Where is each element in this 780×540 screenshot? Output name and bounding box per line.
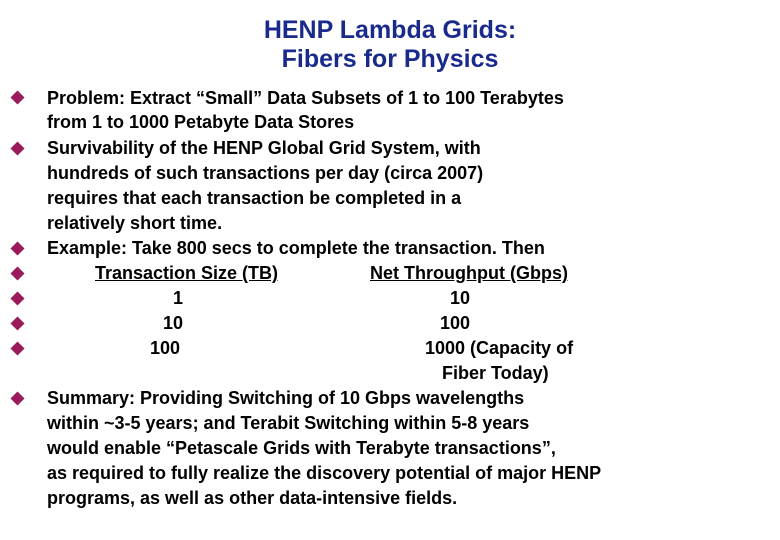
problem-line-2: from 1 to 1000 Petabyte Data Stores bbox=[47, 112, 355, 132]
summary-line-5: programs, as well as other data-intensive fields. bbox=[47, 488, 458, 508]
table-cell-throughput: 10 bbox=[450, 288, 471, 308]
diamond-bullet-icon bbox=[10, 241, 25, 256]
table-header-net-throughput: Net Throughput (Gbps) bbox=[370, 263, 568, 283]
table-cell-throughput: 100 bbox=[440, 313, 471, 333]
table-header-transaction-size: Transaction Size (TB) bbox=[95, 263, 279, 283]
table-cell-size: 100 bbox=[150, 338, 181, 358]
summary-line-2: within ~3-5 years; and Terabit Switching within 5-8 years bbox=[47, 413, 530, 433]
survivability-line-2: hundreds of such transactions per day (circa 2007) bbox=[47, 163, 484, 183]
summary-line-3: would enable “Petascale Grids with Terabyte transactions”, bbox=[47, 438, 556, 458]
slide-title-line-1: HENP Lambda Grids: bbox=[263, 16, 517, 44]
table-cell-throughput-continuation: Fiber Today) bbox=[442, 363, 549, 383]
summary-line-1: Summary: Providing Switching of 10 Gbps wavelengths bbox=[47, 388, 525, 408]
diamond-bullet-icon bbox=[10, 291, 25, 306]
example-line: Example: Take 800 secs to complete the transaction. Then bbox=[47, 238, 545, 258]
slide-title-line-2: Fibers for Physics bbox=[281, 45, 499, 73]
diamond-bullet-icon bbox=[10, 90, 25, 105]
table-cell-throughput: 1000 (Capacity of bbox=[425, 338, 574, 358]
diamond-bullet-icon bbox=[10, 141, 25, 156]
summary-line-4: as required to fully realize the discovery potential of major HENP bbox=[47, 463, 602, 483]
diamond-bullet-icon bbox=[10, 266, 25, 281]
diamond-bullet-icon bbox=[10, 391, 25, 406]
problem-line-1: Problem: Extract “Small” Data Subsets of 1 to 100 Terabytes bbox=[47, 88, 564, 108]
diamond-bullet-icon bbox=[10, 316, 25, 331]
survivability-line-1: Survivability of the HENP Global Grid System, with bbox=[47, 138, 481, 158]
diamond-bullet-icon bbox=[10, 341, 25, 356]
table-cell-size: 1 bbox=[173, 288, 184, 308]
survivability-line-3: requires that each transaction be completed in a bbox=[47, 188, 462, 208]
table-cell-size: 10 bbox=[163, 313, 184, 333]
survivability-line-4: relatively short time. bbox=[47, 213, 223, 233]
